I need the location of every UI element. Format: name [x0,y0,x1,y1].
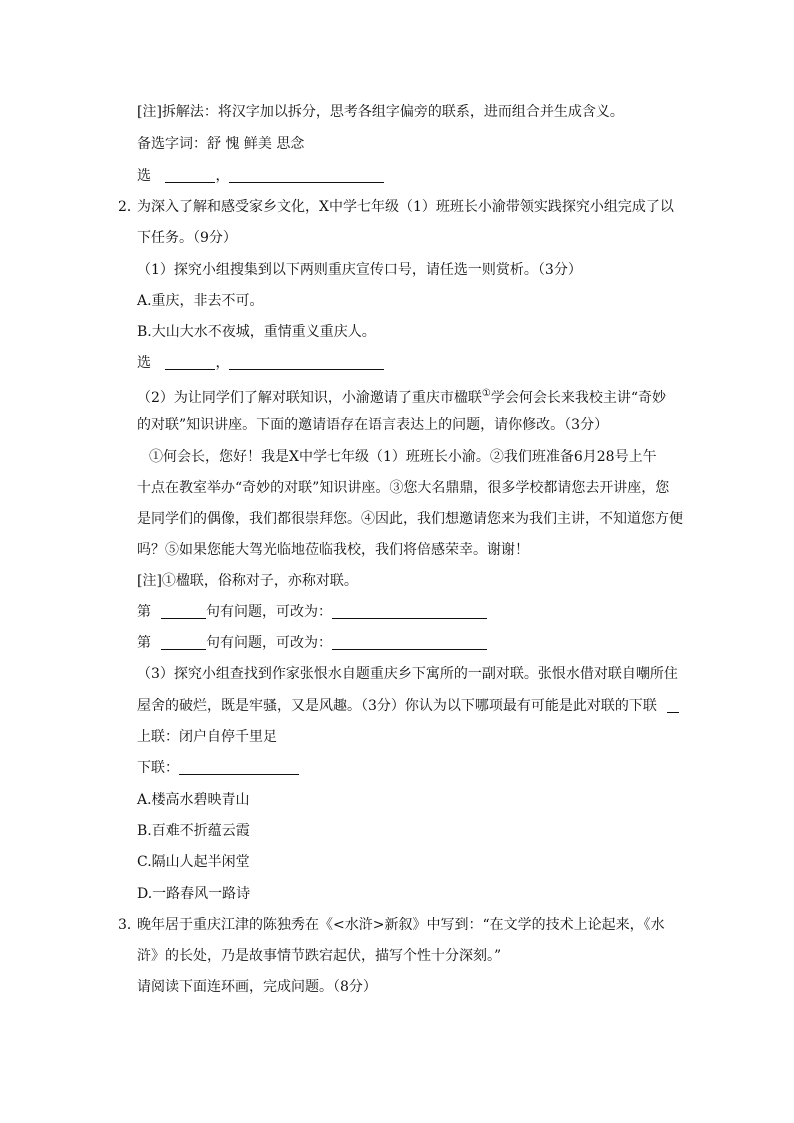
couplet-footnote: [注]①楹联，俗称对子，亦称对联。 [137,573,358,589]
answer-blank-word[interactable] [165,168,215,183]
upper-couplet: 上联：闭户自停千里足 [137,729,277,745]
sentence-number-blank[interactable] [161,635,206,650]
select-label: 选 [137,168,151,184]
answer-blank-reason[interactable] [229,168,384,183]
q2-sub2-prompt-line2: 的对联”知识讲座。下面的邀请语存在语言表达上的问题，请你修改。（3分） [137,417,609,433]
fix-line-2: 第 句有问题，可改为： [137,633,487,653]
q2-sub1-prompt: （1）探究小组搜集到以下两则重庆宣传口号，请任选一则赏析。（3分） [137,262,582,278]
invitation-line4: 吗？⑤如果您能大驾光临地莅临我校，我们将倍感荣幸。谢谢！ [137,542,529,558]
fix-line-1: 第 句有问题，可改为： [137,602,487,622]
q2-sub1-option-b: B.大山大水不夜城，重情重义重庆人。 [137,324,376,340]
q2-sub2-prompt-line1: （2）为让同学们了解对联知识，小渝邀请了重庆市楹联①学会何会长来我校主讲“奇妙 [137,388,667,406]
question-number-3: 3． [118,917,141,933]
comma: ， [215,355,230,371]
q2-sub3-option-b: B.百难不折蕴云霞 [137,823,250,839]
split-method-note: [注]拆解法：将汉字加以拆分，思考各组字偏旁的联系，进而组合并生成含义。 [137,104,624,120]
q2-sub3-prompt-line1: （3）探究小组查找到作家张恨水自题重庆乡下寓所的一副对联。张恨水借对联自嘲所住 [137,666,678,682]
q2-sub3-option-d: D.一路春风一路诗 [137,886,251,902]
q2-stem-line2: 下任务。（9分） [137,230,237,246]
candidate-words: 备选字词：舒 愧 鲜美 思念 [137,136,305,152]
q2-stem-line1: 为深入了解和感受家乡文化，X中学七年级（1）班班长小渝带领实践探究小组完成了以 [137,199,674,215]
q2-sub3-prompt-line2: 屋舍的破烂，既是牢骚，又是风趣。（3分）你认为以下哪项最有可能是此对联的下联 [137,696,679,716]
q3-line3: 请阅读下面连环画，完成问题。（8分） [137,979,377,995]
footnote-marker: ① [481,388,491,399]
sentence-number-blank[interactable] [161,604,206,619]
answer-blank-couplet[interactable] [667,698,679,713]
top-answer-line [137,166,384,186]
answer-blank-choice[interactable] [165,355,215,370]
invitation-line3: 是同学们的偶像，我们都很崇拜您。④因此，我们想邀请您来为我们主讲，不知道您方便 [137,511,683,527]
lower-couplet-blank[interactable] [179,760,299,775]
lower-couplet-line: 下联： [137,758,299,778]
q3-line2: 浒》的长处，乃是故事情节跌宕起伏，描写个性十分深刻。” [137,948,502,964]
comma: ， [215,168,230,184]
q2-sub1-answer-line [137,353,384,373]
revision-blank[interactable] [332,604,487,619]
question-number-2: 2． [118,199,141,215]
q2-sub3-option-a: A.楼高水碧映青山 [137,792,250,808]
q3-line1: 晚年居于重庆江津的陈独秀在《<水浒>新叙》中写到：“在文学的技术上论起来，《水 [137,917,665,933]
revision-blank[interactable] [332,635,487,650]
q2-sub1-option-a: A.重庆，非去不可。 [137,293,264,309]
invitation-line1: ①何会长，您好！我是X中学七年级（1）班班长小渝。②我们班准备6月28号上午 [149,449,657,465]
select-label: 选 [137,355,151,371]
answer-blank-appreciation[interactable] [229,355,384,370]
q2-sub3-option-c: C.隔山人起半闲堂 [137,854,250,870]
invitation-line2: 十点在教室举办“奇妙的对联”知识讲座。③您大名鼎鼎，很多学校都请您去开讲座，您 [137,480,670,496]
